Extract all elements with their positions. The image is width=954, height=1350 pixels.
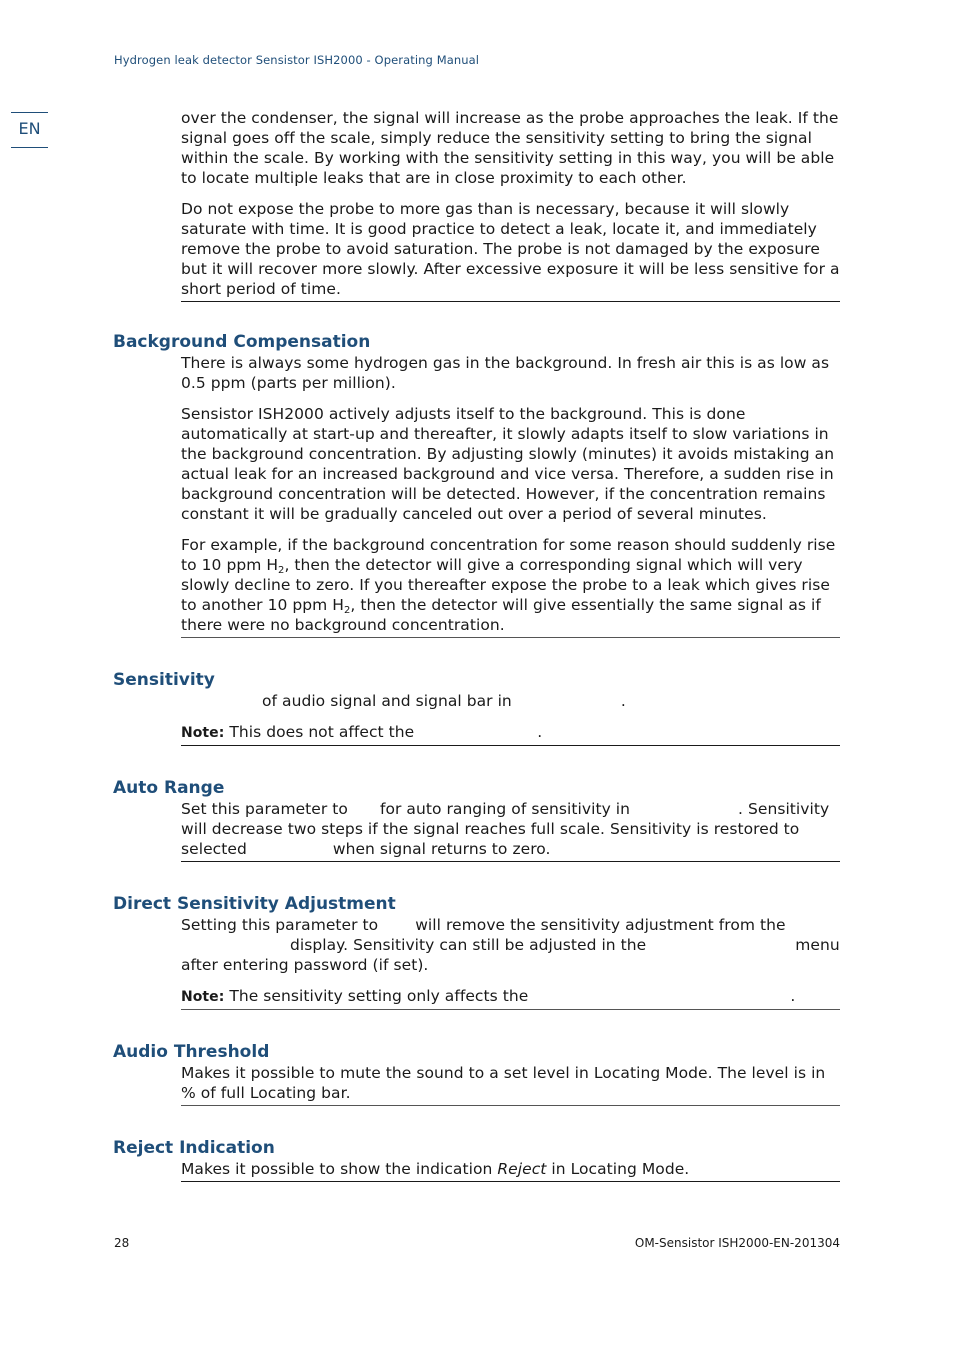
audio-threshold-text: Makes it possible to mute the sound to a set level in Locating Mode. The level is in % of full Locating bar. [181, 1064, 826, 1102]
direct-sensitivity-section [113, 893, 840, 1010]
direct-sensitivity-text: Setting this parameter to will remove the sensitivity adjustment from the display. Sensitivity can still be adjusted in the menu after entering password (if set). [181, 916, 840, 974]
reject-indication-section [113, 1137, 840, 1182]
sensitivity-section [113, 669, 840, 746]
intro-paragraph-2: Do not expose the probe to more gas than is necessary, because it will slowly saturate with time. It is good practice to detect a leak, locate it, and immediately remove the probe to avoid saturation. The probe is not damaged by the exposure but it will recover more slowly. After excessive exposure it will be less sensitive for a short period of time. [181, 200, 840, 298]
audio-threshold-section [113, 1041, 840, 1106]
auto-range-section [113, 777, 840, 862]
direct-sensitivity-note: Note: The sensitivity setting only affects the . [181, 987, 796, 1005]
bg-paragraph-1: There is always some hydrogen gas in the background. In fresh air this is as low as 0.5 ppm (parts per million). [181, 354, 830, 392]
intro-section [181, 108, 840, 302]
bg-paragraph-3: For example, if the background concentration for some reason should suddenly rise to 10 ppm $H_2$, then the detector will give a corresponding signal which will very slowly decline to zero. If you thereafter expose the probe to a leak which gives rise to another 10 ppm $H_2$, then the detector will give essentially the same signal as if there were no background concentration. [181, 536, 836, 634]
page-content [113, 108, 840, 1182]
auto-range-text: Set this parameter to for auto ranging of sensitivity in . Sensitivity will decrease two steps if the signal reaches full scale. Sensitivity is restored to selected when signal returns to zero. [181, 800, 830, 858]
section-heading: Auto Range [113, 778, 225, 798]
document-id: OM-Sensistor ISH2000-EN-201304 [634, 1236, 840, 1250]
reject-indication-text: Makes it possible to show the indication Reject in Locating Mode. [181, 1160, 690, 1178]
section-heading: Direct Sensitivity Adjustment [113, 894, 396, 914]
language-tab: EN [11, 112, 48, 148]
sensitivity-note: Note: This does not affect the . [181, 723, 543, 741]
section-heading: Background Compensation [113, 332, 371, 352]
page-number: 28 [114, 1236, 130, 1250]
section-heading: Reject Indication [113, 1138, 275, 1158]
background-compensation-section [113, 331, 840, 638]
intro-paragraph-1: over the condenser, the signal will increase as the probe approaches the leak. If the signal goes off the scale, simply reduce the sensitivity setting to bring the signal within the scale. By working with the sensitivity setting in this way, you will be able to locate multiple leaks that are in close proximity to each other. [181, 109, 839, 187]
section-heading: Audio Threshold [113, 1042, 270, 1062]
bg-paragraph-2: Sensistor ISH2000 actively adjusts itself to the background. This is done automatically at start-up and thereafter, it slowly adapts itself to slow variations in the background concentration. By adjusting slowly (minutes) it avoids mistaking an actual leak for an increased background and vice versa. Therefore, a sudden rise in background concentration will be detected. However, if the concentration remains constant it will be gradually canceled out over a period of several minutes. [181, 405, 835, 523]
sensitivity-line: of audio signal and signal bar in . [262, 692, 626, 710]
section-heading: Sensitivity [113, 670, 215, 690]
running-header: Hydrogen leak detector Sensistor ISH2000 - Operating Manual [114, 53, 480, 67]
